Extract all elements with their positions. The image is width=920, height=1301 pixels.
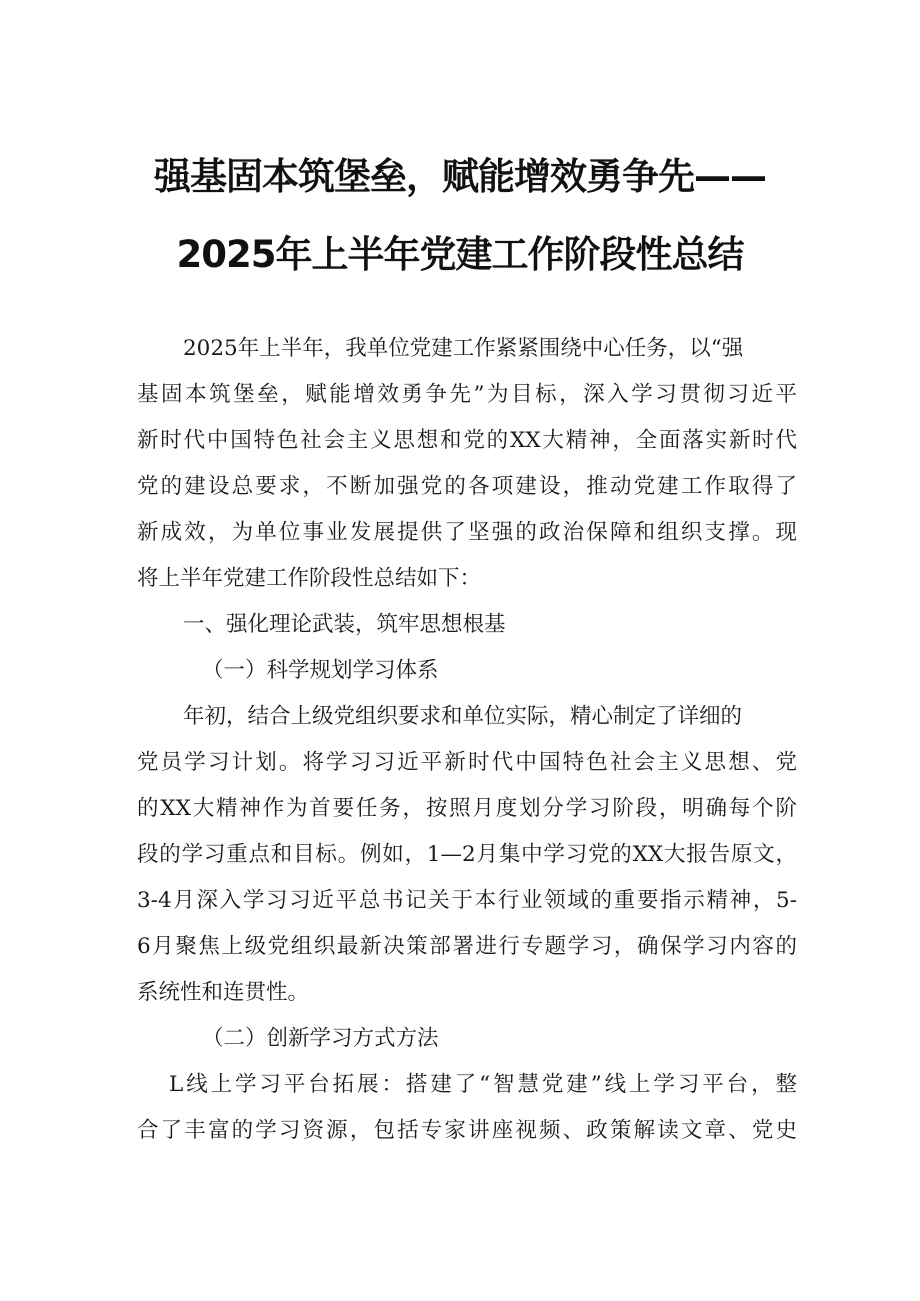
intro-line-6: 将上半年党建工作阶段性总结如下： [137,566,482,591]
document-title-line-2: 2025年上半年党建工作阶段性总结 [176,233,744,276]
sub1-line-4: 段的学习重点和目标。例如，1—2月集中学习党的XX大报告原文， [137,842,797,867]
intro-line-5: 新成效，为单位事业发展提供了坚强的政治保障和组织支撑。现 [137,520,797,545]
intro-line-4: 党的建设总要求，不断加强党的各项建设，推动党建工作取得了 [137,474,797,499]
sub1-line-2: 党员学习计划。将学习习近平新时代中国特色社会主义思想、党 [137,750,797,775]
section-1-heading: 一、强化理论武装，筑牢思想根基 [183,612,506,637]
document-title-line-1: 强基固本筑堡垒，赋能增效勇争先—— [154,155,766,198]
sub1-line-1: 年初，结合上级党组织要求和单位实际，精心制定了详细的 [183,704,743,729]
sub1-line-6: 6月聚焦上级党组织最新决策部署进行专题学习，确保学习内容的 [137,934,797,959]
subsection-1-heading: （一）科学规划学习体系 [202,658,439,683]
sub2-line-1: L线上学习平台拓展：搭建了“智慧党建”线上学习平台，整 [169,1072,797,1097]
intro-line-3: 新时代中国特色社会主义思想和党的XX大精神，全面落实新时代 [137,428,797,453]
intro-line-2: 基固本筑堡垒，赋能增效勇争先”为目标，深入学习贯彻习近平 [137,382,797,407]
subsection-2-heading: （二）创新学习方式方法 [202,1026,439,1051]
sub1-line-5: 3-4月深入学习习近平总书记关于本行业领域的重要指示精神，5- [137,888,797,913]
intro-line-1: 2025年上半年，我单位党建工作紧紧围绕中心任务，以“强 [183,336,744,361]
sub2-line-2: 合了丰富的学习资源，包括专家讲座视频、政策解读文章、党史 [137,1118,797,1143]
sub1-line-7: 系统性和连贯性。 [137,980,310,1005]
sub1-line-3: 的XX大精神作为首要任务，按照月度划分学习阶段，明确每个阶 [137,796,797,821]
